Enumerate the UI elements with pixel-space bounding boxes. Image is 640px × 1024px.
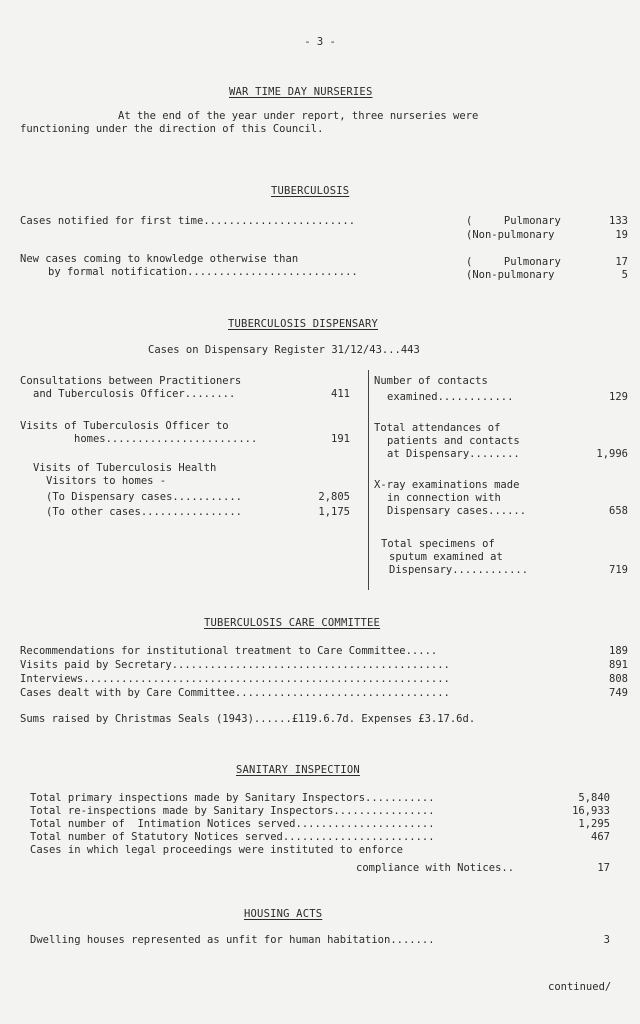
sanitary-row-value: 1,295 <box>578 818 610 830</box>
nonpulmonary-label-1: (Non-pulmonary <box>466 229 555 241</box>
tuberculosis-heading: TUBERCULOSIS <box>271 185 350 197</box>
visits-officer-line1: Visits of Tuberculosis Officer to <box>20 420 229 432</box>
dispensary-register: Cases on Dispensary Register 31/12/43...443 <box>148 344 420 356</box>
care-row: Cases dealt with by Care Committee.................................. <box>20 687 450 699</box>
attendances-line1: Total attendances of <box>374 422 501 434</box>
war-time-para-line2: functioning under the direction of this Council. <box>20 123 324 135</box>
sputum-line3: Dispensary............ <box>389 564 529 576</box>
care-row: Visits paid by Secretary............................................ <box>20 659 450 671</box>
care-row-value: 749 <box>609 687 628 699</box>
dispensary-heading: TUBERCULOSIS DISPENSARY <box>228 318 378 330</box>
xray-line2: in connection with <box>387 492 501 504</box>
dwelling-houses-label: Dwelling houses represented as unfit for human habitation....... <box>30 934 435 946</box>
nonpulmonary-label-2: (Non-pulmonary <box>466 269 555 281</box>
care-row-value: 891 <box>609 659 628 671</box>
consultations-line2: and Tuberculosis Officer........ <box>33 388 236 400</box>
sanitary-row: Total primary inspections made by Sanitary Inspectors........... <box>30 792 435 804</box>
hv-other-label: (To other cases................ <box>46 506 242 518</box>
sputum-value: 719 <box>609 564 628 576</box>
care-committee-heading: TUBERCULOSIS CARE COMMITTEE <box>204 617 381 629</box>
war-time-para-line1: At the end of the year under report, three nurseries were <box>118 110 479 122</box>
contacts-line2: examined............ <box>387 391 514 403</box>
legal-proceedings-line1: Cases in which legal proceedings were instituted to enforce <box>30 844 403 856</box>
pulmonary-label-2: ( Pulmonary <box>466 256 561 268</box>
pulmonary-label-1: ( Pulmonary <box>466 215 561 227</box>
care-row: Interviews.......................................................... <box>20 673 450 685</box>
consultations-value: 411 <box>331 388 350 400</box>
health-visitors-line2: Visitors to homes - <box>46 475 167 487</box>
sanitary-row-value: 16,933 <box>572 805 610 817</box>
hv-dispensary-value: 2,805 <box>318 491 350 503</box>
attendances-line2: patients and contacts <box>387 435 520 447</box>
xray-value: 658 <box>609 505 628 517</box>
attendances-line3: at Dispensary........ <box>387 448 520 460</box>
visits-officer-line2: homes........................ <box>74 433 258 445</box>
contacts-line1: Number of contacts <box>374 375 488 387</box>
sanitary-row: Total number of Statutory Notices served........................ <box>30 831 435 843</box>
column-divider <box>368 370 369 590</box>
nonpulmonary-value-1: 19 <box>615 229 628 241</box>
housing-heading: HOUSING ACTS <box>244 908 323 920</box>
nonpulmonary-value-2: 5 <box>621 269 628 281</box>
xray-line1: X-ray examinations made <box>374 479 520 491</box>
page-number: - 3 - <box>304 36 336 48</box>
attendances-value: 1,996 <box>596 448 628 460</box>
sanitary-row: Total re-inspections made by Sanitary Inspectors................ <box>30 805 435 817</box>
hv-other-value: 1,175 <box>318 506 350 518</box>
new-cases-line2: by formal notification........................... <box>48 266 358 278</box>
hv-dispensary-label: (To Dispensary cases........... <box>46 491 242 503</box>
xray-line3: Dispensary cases...... <box>387 505 527 517</box>
sanitary-row-value: 5,840 <box>578 792 610 804</box>
legal-proceedings-line2: compliance with Notices.. <box>356 862 515 874</box>
pulmonary-value-2: 17 <box>615 256 628 268</box>
sanitary-heading: SANITARY INSPECTION <box>236 764 360 776</box>
care-row: Recommendations for institutional treatment to Care Committee..... <box>20 645 438 657</box>
dwelling-houses-value: 3 <box>603 934 610 946</box>
continued-note: continued/ <box>548 981 612 993</box>
cases-first-time: Cases notified for first time........................ <box>20 215 356 227</box>
care-row-value: 189 <box>609 645 628 657</box>
legal-proceedings-value: 17 <box>597 862 610 874</box>
sputum-line2: sputum examined at <box>389 551 503 563</box>
sanitary-row: Total number of Intimation Notices served...................... <box>30 818 435 830</box>
sputum-line1: Total specimens of <box>381 538 495 550</box>
new-cases-line1: New cases coming to knowledge otherwise than <box>20 253 299 265</box>
sanitary-row-value: 467 <box>591 831 610 843</box>
health-visitors-line1: Visits of Tuberculosis Health <box>33 462 217 474</box>
war-time-heading: WAR TIME DAY NURSERIES <box>229 86 373 98</box>
consultations-line1: Consultations between Practitioners <box>20 375 242 387</box>
care-row-value: 808 <box>609 673 628 685</box>
visits-officer-value: 191 <box>331 433 350 445</box>
christmas-seals-sums: Sums raised by Christmas Seals (1943)......£119.6.7d. Expenses £3.17.6d. <box>20 713 476 725</box>
contacts-value: 129 <box>609 391 628 403</box>
pulmonary-value-1: 133 <box>609 215 628 227</box>
